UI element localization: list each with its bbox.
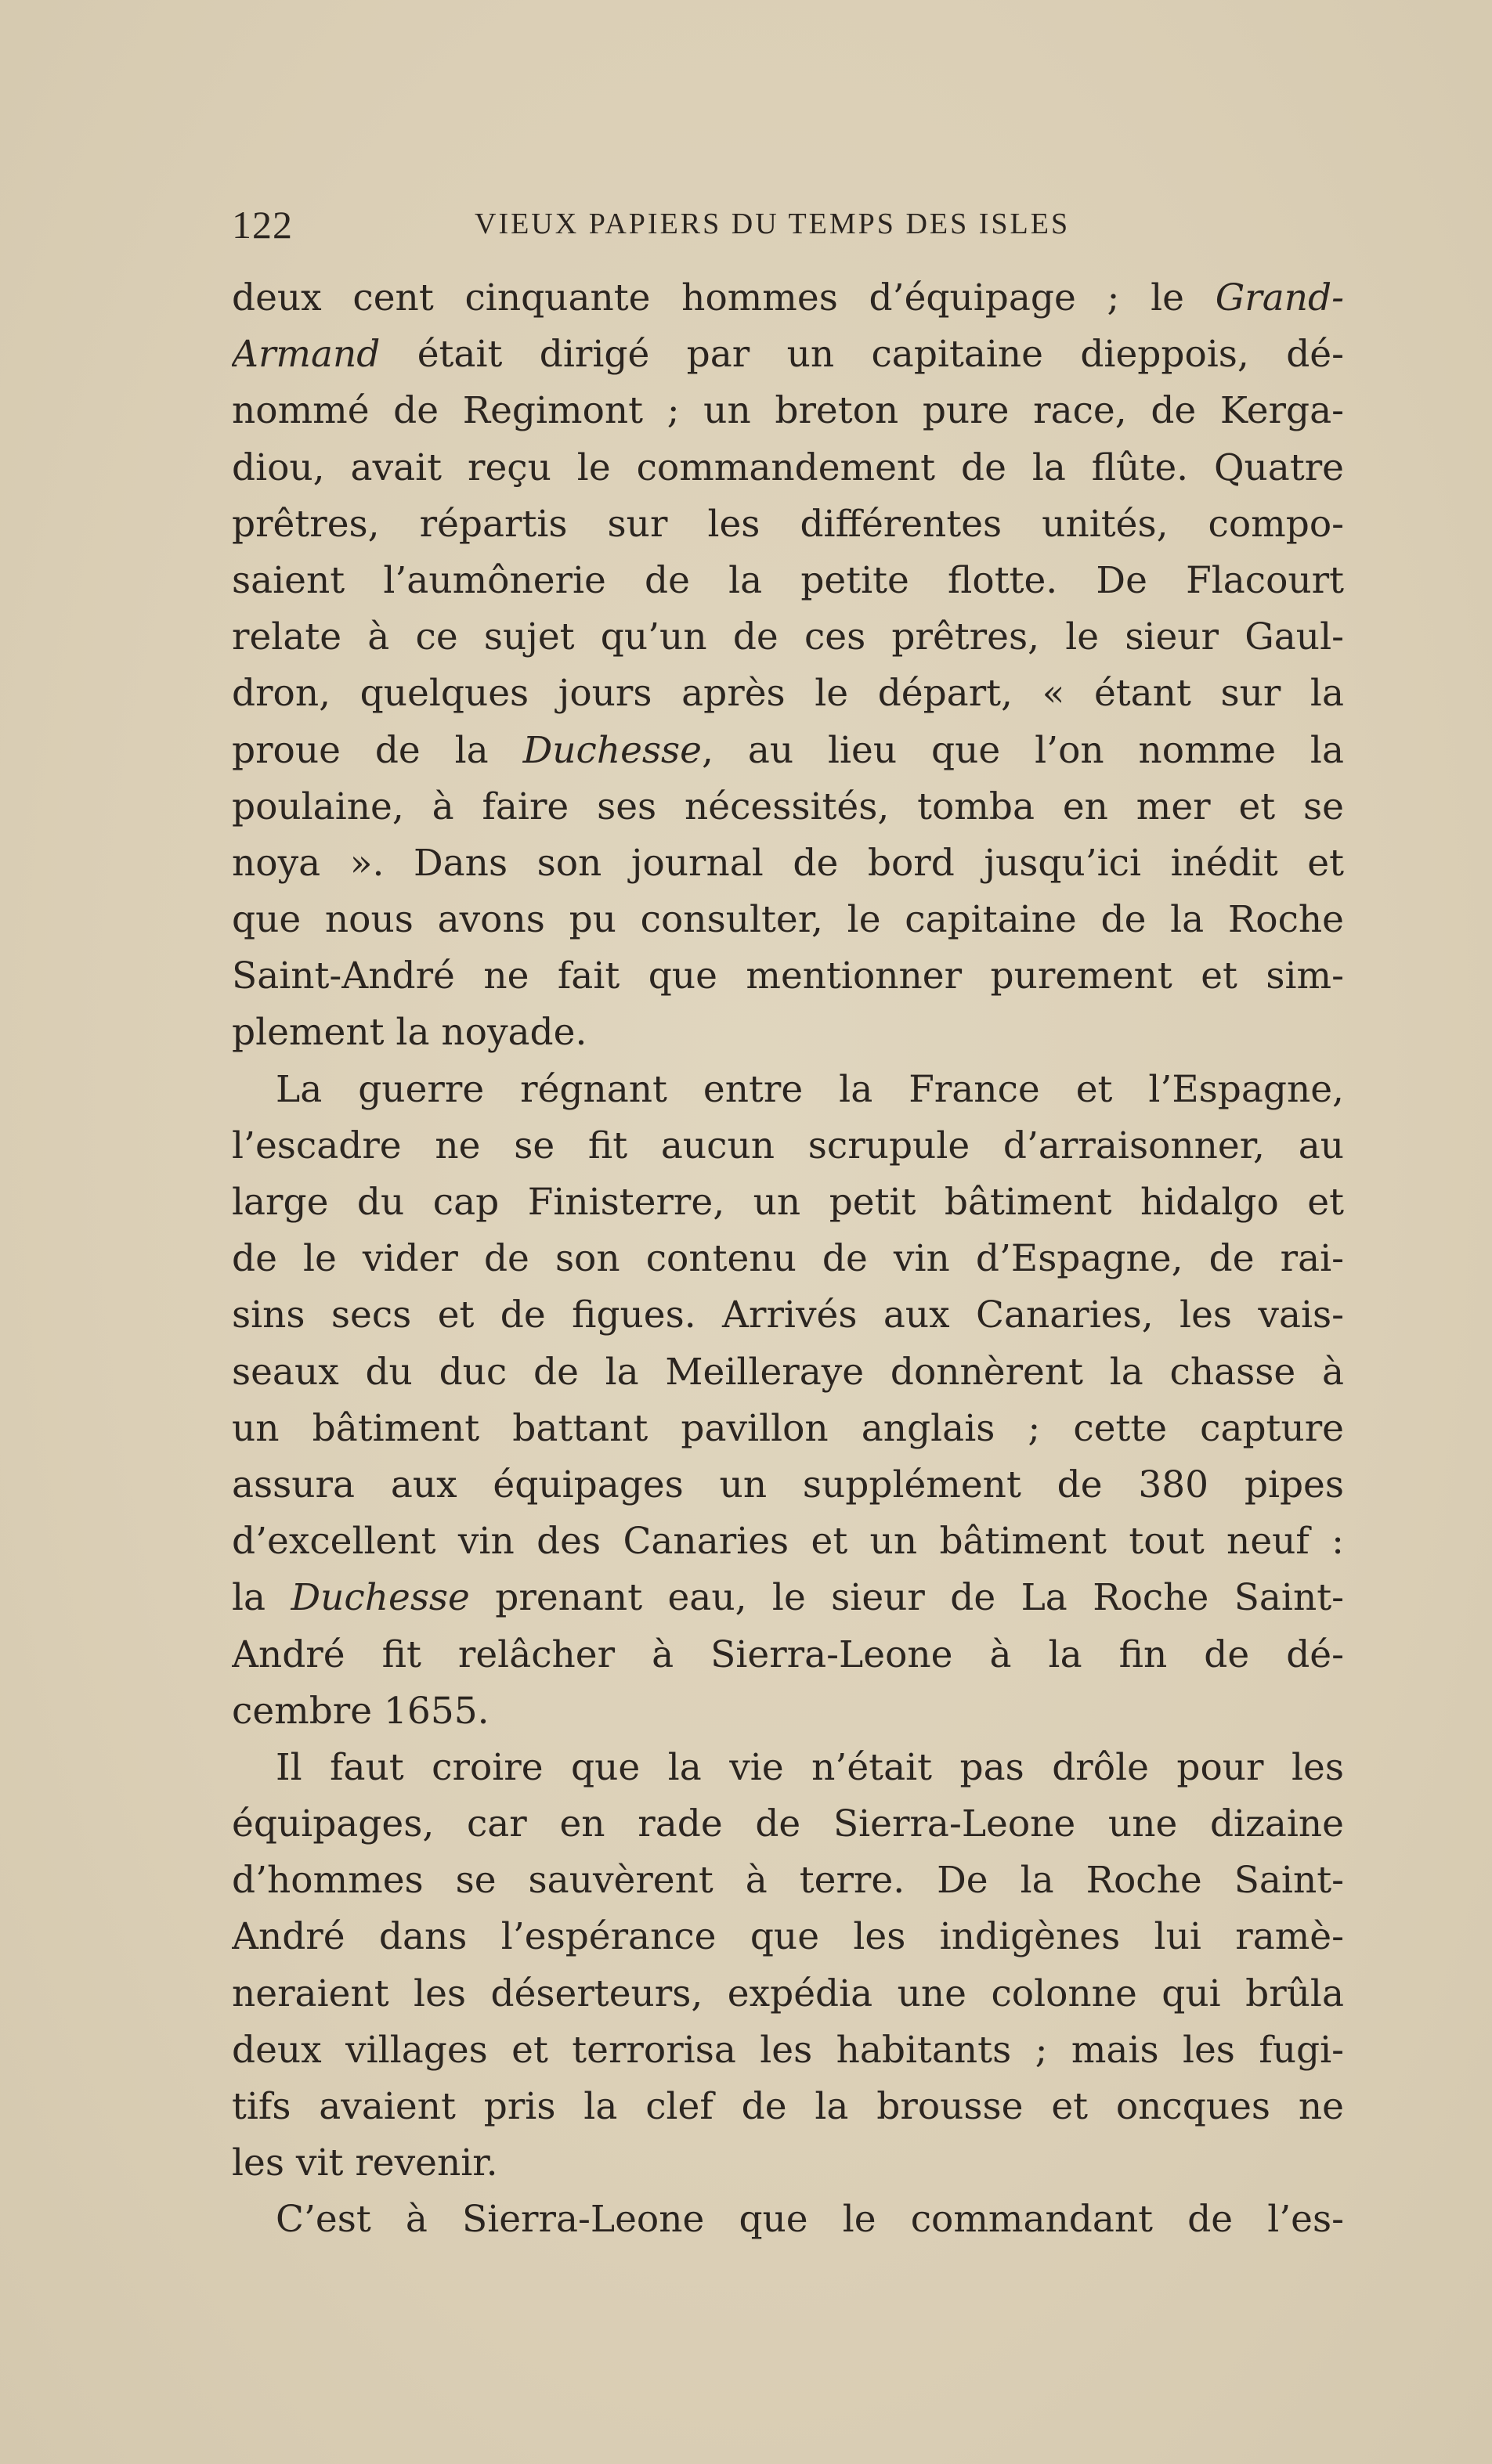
body-text: [232, 270, 1344, 2249]
text-line: proue de la Duchesse, au lieu que l’on nomme la: [232, 728, 1344, 772]
text-line: poulaine, à faire ses nécessités, tomba en mer et se: [232, 785, 1344, 828]
page-header: [232, 196, 1344, 251]
text-line: noya ». Dans son journal de bord jusqu’ici inédit et: [232, 841, 1344, 885]
text-line: les vit revenir.: [232, 2141, 498, 2185]
paragraph-start-line: C’est à Sierra-Leone que le commandant de l’es-: [276, 2198, 1344, 2242]
text-line: d’excellent vin des Canaries et un bâtiment tout neuf :: [232, 1520, 1344, 1564]
text-line: de le vider de son contenu de vin d’Espagne, de rai-: [232, 1237, 1344, 1281]
text-line: équipages, car en rade de Sierra-Leone une dizaine: [232, 1802, 1344, 1846]
text-line: neraient les déserteurs, expédia une colonne qui brûla: [232, 1972, 1344, 2015]
paragraph-start-line: Il faut croire que la vie n’était pas drôle pour les: [276, 1745, 1344, 1789]
text-line: que nous avons pu consulter, le capitaine de la Roche: [232, 898, 1344, 942]
page-number: 122: [232, 203, 293, 247]
text-line: large du cap Finisterre, un petit bâtiment hidalgo et: [232, 1181, 1344, 1224]
text-line: dron, quelques jours après le départ, « étant sur la: [232, 672, 1344, 716]
text-line: d’hommes se sauvèrent à terre. De la Roche Saint-: [232, 1859, 1344, 1903]
text-line: deux cent cinquante hommes d’équipage ; le Grand-: [232, 276, 1344, 319]
text-line: prêtres, répartis sur les différentes unités, compo-: [232, 502, 1344, 546]
text-line: Armand était dirigé par un capitaine dieppois, dé-: [232, 333, 1344, 377]
text-line: l’escadre ne se fit aucun scrupule d’arraisonner, au: [232, 1124, 1344, 1167]
paragraph-start-line: La guerre régnant entre la France et l’Espagne,: [276, 1067, 1344, 1111]
text-line: un bâtiment battant pavillon anglais ; cette capture: [232, 1406, 1344, 1450]
text-line: Saint-André ne fait que mentionner purement et sim-: [232, 954, 1344, 998]
text-line: relate à ce sujet qu’un de ces prêtres, le sieur Gaul-: [232, 615, 1344, 659]
text-line: nommé de Regimont ; un breton pure race, de Kerga-: [232, 389, 1344, 433]
text-line: deux villages et terrorisa les habitants ; mais les fugi-: [232, 2028, 1344, 2072]
text-line: sins secs et de figues. Arrivés aux Canaries, les vais-: [232, 1293, 1344, 1337]
text-line: assura aux équipages un supplément de 380 pipes: [232, 1463, 1344, 1506]
text-line: diou, avait reçu le commandement de la flûte. Quatre: [232, 446, 1344, 489]
text-line: seaux du duc de la Meilleraye donnèrent la chasse à: [232, 1350, 1344, 1394]
text-line: André fit relâcher à Sierra-Leone à la fin de dé-: [232, 1632, 1344, 1676]
text-line: saient l’aumônerie de la petite flotte. De Flacourt: [232, 558, 1344, 602]
text-line: plement la noyade.: [232, 1011, 587, 1055]
text-line: André dans l’espérance que les indigènes lui ramè-: [232, 1915, 1344, 1959]
text-line: tifs avaient pris la clef de la brousse et oncques ne: [232, 2085, 1344, 2128]
running-title: VIEUX PAPIERS DU TEMPS DES ISLES: [475, 207, 1071, 240]
text-line: cembre 1655.: [232, 1689, 490, 1733]
text-line: la Duchesse prenant eau, le sieur de La Roche Saint-: [232, 1576, 1344, 1620]
